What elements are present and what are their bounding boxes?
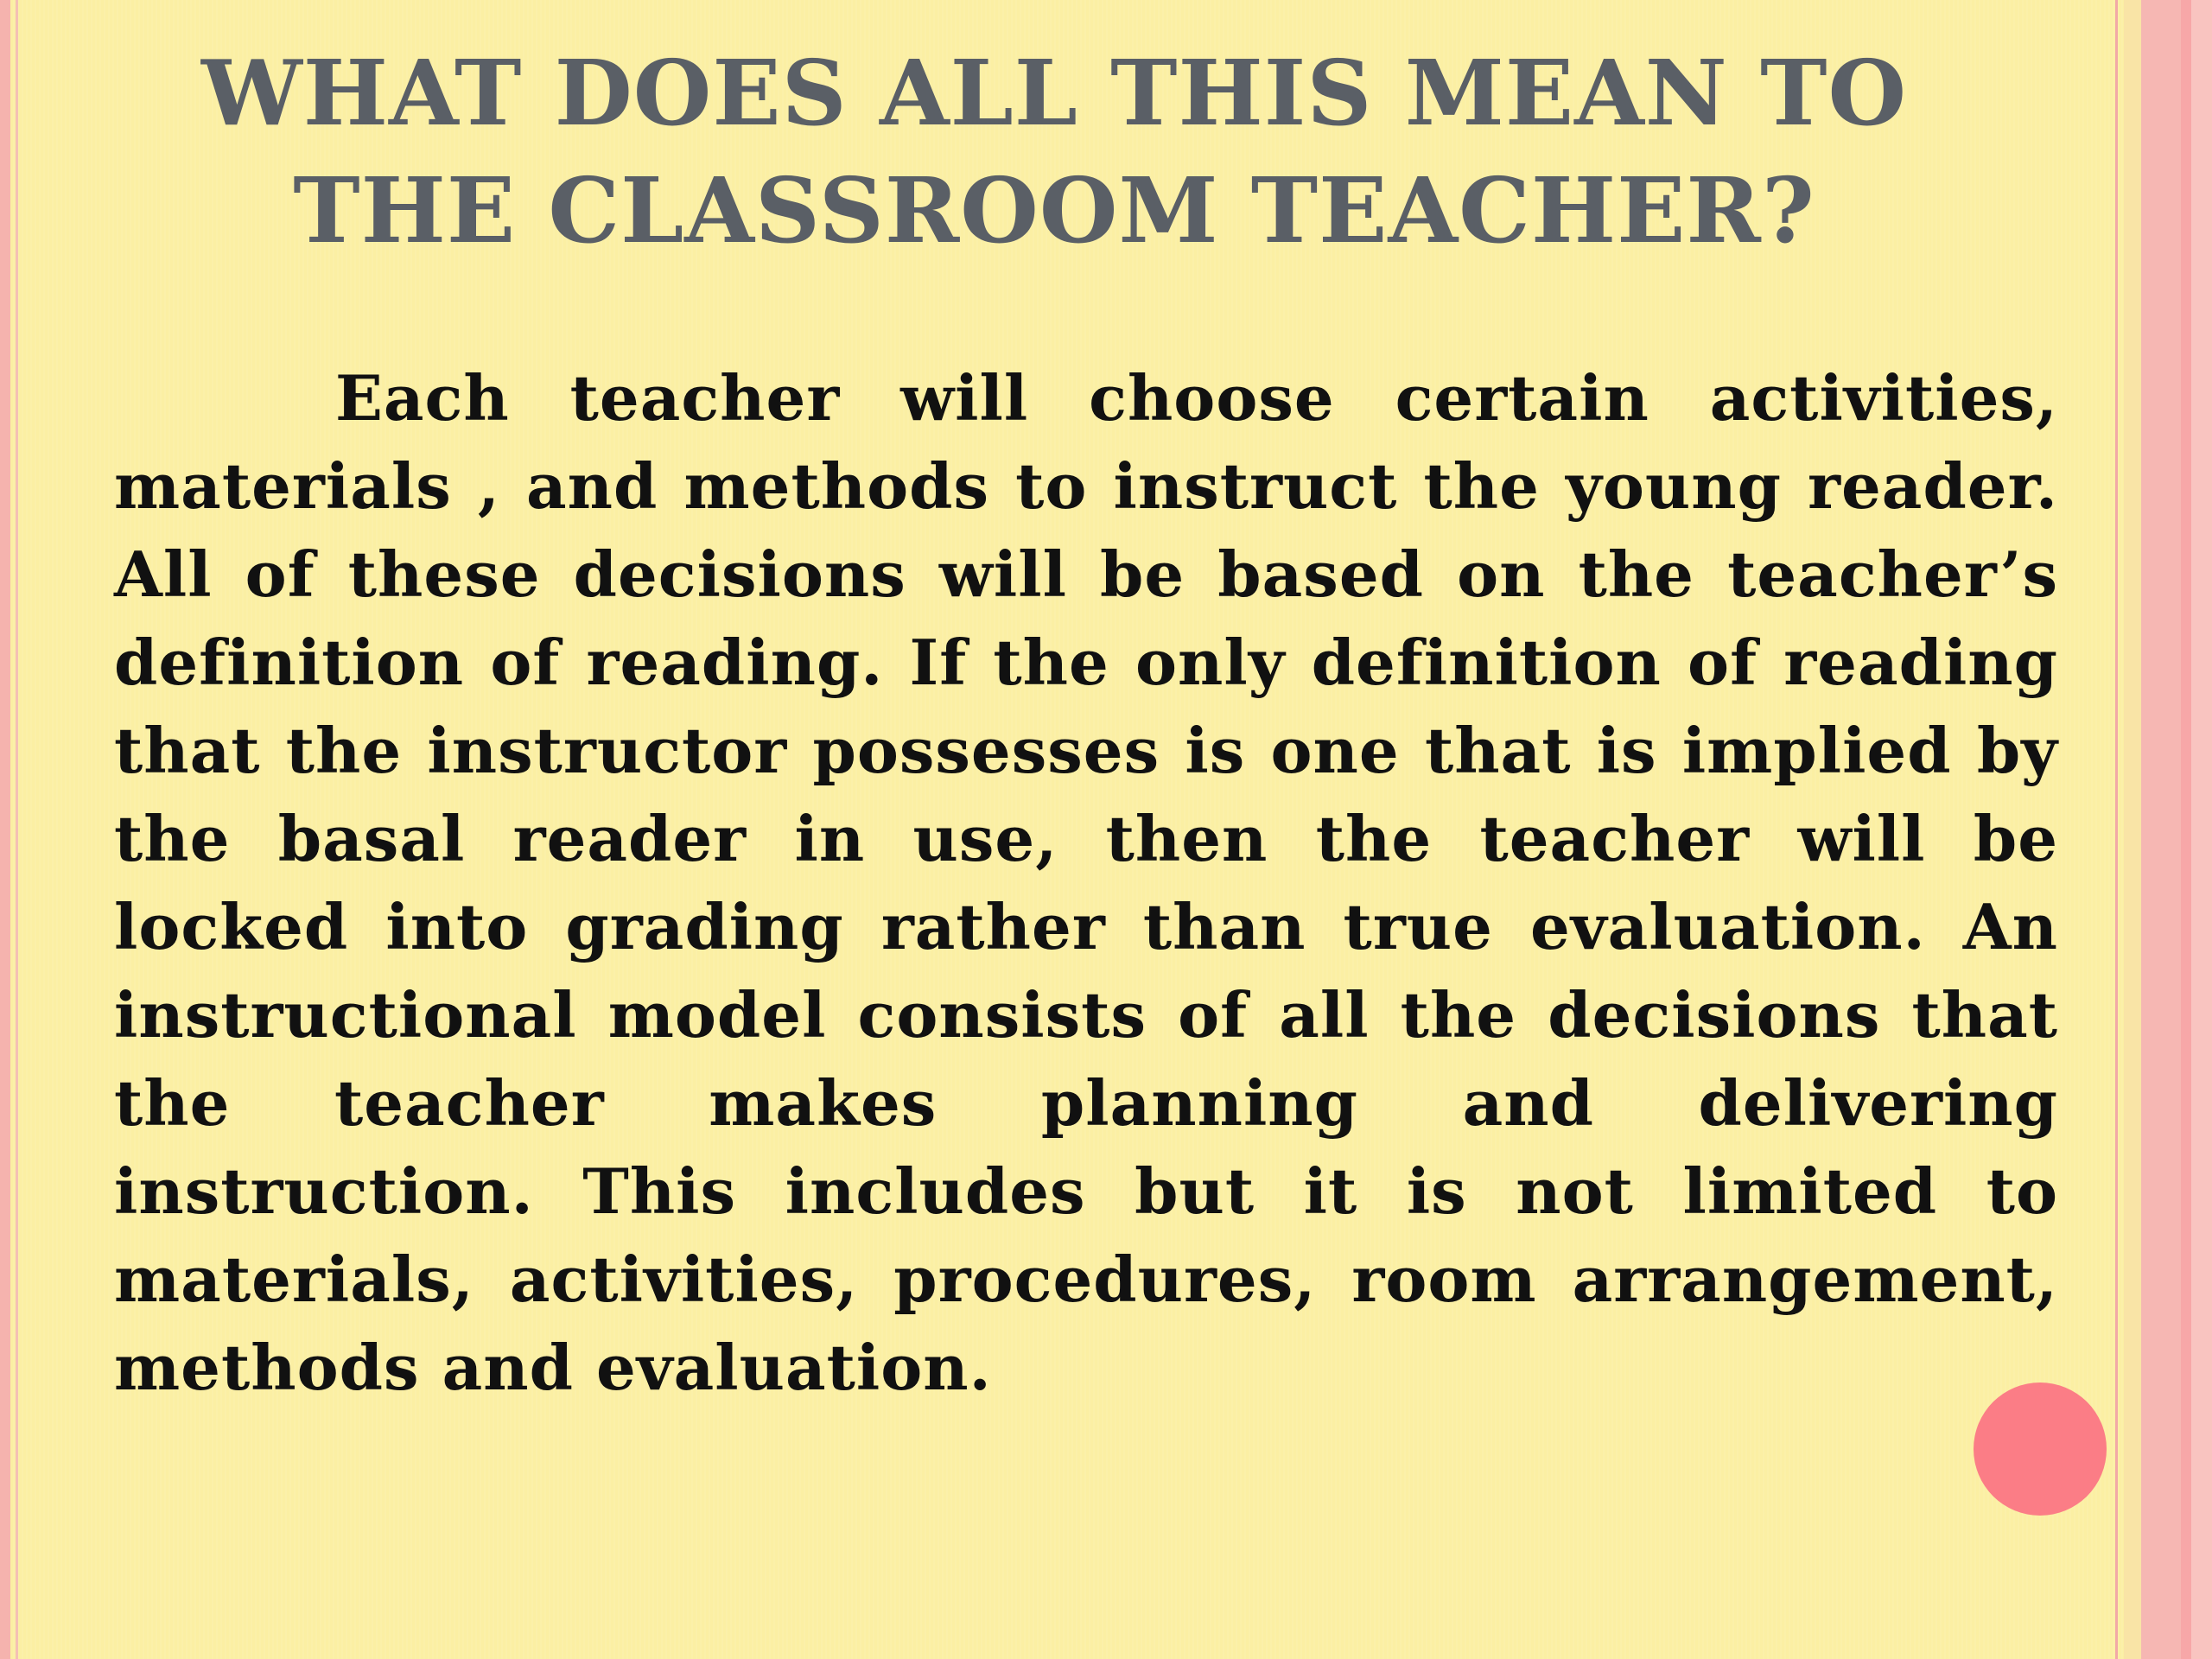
left-edge-line [16, 0, 18, 1659]
right-stripe-light-pink [2191, 0, 2212, 1659]
right-stripe-pink [2141, 0, 2181, 1659]
right-stripe-cream [2124, 0, 2141, 1659]
right-thin-stripe [2115, 0, 2118, 1659]
right-stripe-rose [2181, 0, 2191, 1659]
slide-title: WHAT DOES ALL THIS MEAN TO THE CLASSROOM TEACHER? [200, 40, 1908, 264]
slide-body-text: Each teacher will choose certain activities, materials , and methods to instruct the young reader. All of these decisions will be based on the teacher’s definition of reading. If the only definition of reading that the instructor possesses is one that is implied by the basal reader in use, then the teacher will be locked into grading rather than true evaluation. An instructional model consists of all the decisions that the teacher makes planning and delivering instruction. This includes but it is not limited to materials, activities, procedures, room arrangement, methods and evaluation. [114, 361, 2058, 1404]
left-edge-stripe [0, 0, 10, 1659]
accent-circle [1974, 1382, 2107, 1516]
